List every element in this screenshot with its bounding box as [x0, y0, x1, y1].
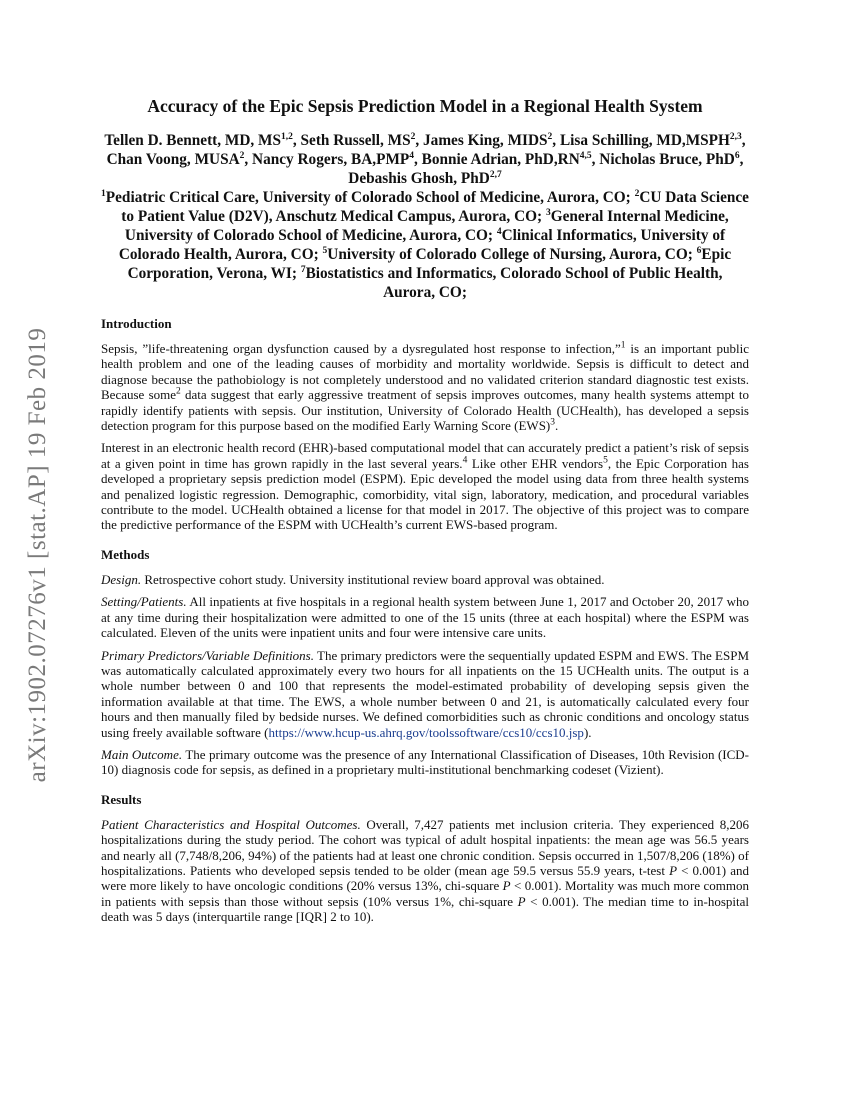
author: Lisa Schilling, MD,MSPH$^{2,3}$, — [559, 131, 746, 149]
methods-setting: Setting/Patients. All inpatients at five hospitals in a regional health system between June 1, 2017 and October 20, 2017 who at any time during their hospitalization were admitted to one of the 15 units (three at each hospital) where the ESPM was calculated. Eleven of the units were inpatient units and four were intensive care units. — [101, 594, 749, 641]
author: Nicholas Bruce, PhD$^6$, — [599, 150, 744, 168]
author: Debashis Ghosh, PhD$^{2,7}$ — [348, 169, 502, 187]
author: Nancy Rogers, BA,PMP$^4$, — [252, 150, 422, 168]
methods-predictors: Primary Predictors/Variable Definitions. The primary predictors were the sequentially updated ESPM and EWS. The ESPM was automatically calculated approximately every two hours for all inpatients on the 15 UCHealth units. The output is a whole number between 0 and 100 that represents the model-estimated probability of developing sepsis given the information available at that time. The EWS, a whole number between 0 and 21, is automatically calculated every four hours and then manually filed by bedside nurses. We defined comorbidities such as chronic conditions and oncology status using freely available software (https://www.hcup-us.ahrq.gov/toolssoftware/ccs10/ccs10.jsp). — [101, 647, 750, 740]
methods-design: Design. Retrospective cohort study. University institutional review board approval was obtained. — [101, 571, 605, 587]
paper-title: Accuracy of the Epic Sepsis Prediction Model in a Regional Health System — [147, 96, 703, 116]
author: Chan Voong, MUSA$^2$, — [106, 150, 253, 168]
section-heading-methods: Methods — [101, 546, 150, 562]
methods-outcome: Main Outcome. The primary outcome was the presence of any International Classification of Diseases, 10th Revision (ICD-10) diagnosis code for sepsis, as defined in a proprietary multi-institutional benchmarking codeset (Vizient). — [101, 746, 749, 778]
author: Tellen D. Bennett, MD, MS$^{1,2}$, — [104, 131, 301, 149]
intro-paragraph-1: Sepsis, ”life-threatening organ dysfunction caused by a dysregulated host response to infection,”$^1$ is an important public health problem and one of the leading causes of morbidity and mortality worldwide. Sepsis is difficult to detect and diagnose because the pathobiology is not completely understood and no validated criterion standard diagnostic test exists. Because some$^2$ data suggest that early aggressive treatment of sepsis improves outcomes, many health systems attempt to rapidly identify patients with sepsis. Our institution, University of Colorado Health (UCHealth), has developed a sepsis detection program for this purpose based on the modified Early Warning Score (EWS)$^3$. — [101, 340, 749, 434]
author-list — [101, 131, 749, 188]
author: Seth Russell, $MS^2$, — [300, 131, 424, 149]
paper-page — [101, 95, 749, 932]
section-heading-introduction: Introduction — [101, 316, 172, 331]
affiliation-list: $^1$Pediatric Critical Care, University of Colorado School of Medicine, Aurora, CO; $^2$CU Data Science to Patient Value (D2V), Anschutz Medical Campus, Aurora, CO; $^3$General Internal Medicine, University of Colorado School of Medicine, Aurora, CO; $^4$Clinical Informatics, University of Colorado Health, Aurora, CO; $^5$University of Colorado College of Nursing, Aurora, CO; $^6$Epic Corporation, Verona, WI; $^7$Biostatistics and Informatics, Colorado School of Public Health, Aurora, CO; — [101, 188, 749, 301]
author: James King, MIDS$^2$, — [423, 131, 560, 149]
results-paragraph: Patient Characteristics and Hospital Outcomes. Overall, 7,427 patients met inclusion criteria. They experienced 8,206 hospitalizations during the study period. The cohort was typical of adult hospital inpatients: the mean age was 56.5 years and nearly all (7,748/8,206, 94%) of the patients had at least one chronic condition. Sepsis occurred in 1,507/8,206 (18%) of hospitalizations. Patients who developed sepsis tended to be older (mean age 59.5 versus 55.9 years, t-test P < 0.001) and were more likely to have oncologic conditions (20% versus 13%, chi-square P < 0.001). Mortality was much more common in patients with sepsis than those without sepsis (10% versus 1%, chi-square P < 0.001). The median time to in-hospital death was 5 days (interquartile range [IQR] 2 to 10). — [101, 816, 750, 925]
arxiv-identifier: arXiv:1902.07276v1 [stat.AP] 19 Feb 2019 — [24, 327, 51, 783]
hcup-software-link[interactable]: https://www.hcup-us.ahrq.gov/toolssoftware/ccs10/ccs10.jsp — [268, 724, 584, 740]
section-heading-results: Results — [101, 791, 142, 807]
author: Bonnie Adrian, PhD,RN$^{4,5}$, — [421, 150, 600, 168]
intro-paragraph-2: Interest in an electronic health record (EHR)-based computational model that can accurately predict a patient’s risk of sepsis at a given point in time has grown rapidly in the last several years.$^4$ Like other EHR vendors$^5$, the Epic Corporation has developed a proprietary sepsis prediction model (ESPM). Epic developed the model using data from three health systems and penalized logistic regression. Demographic, comorbidity, vital sign, laboratory, medication, and procedural variables contribute to the model. UCHealth obtained a license for that model in 2017. The objective of this project was to compare the predictive performance of the ESPM with UCHealth’s current EWS-based program. — [101, 440, 749, 533]
